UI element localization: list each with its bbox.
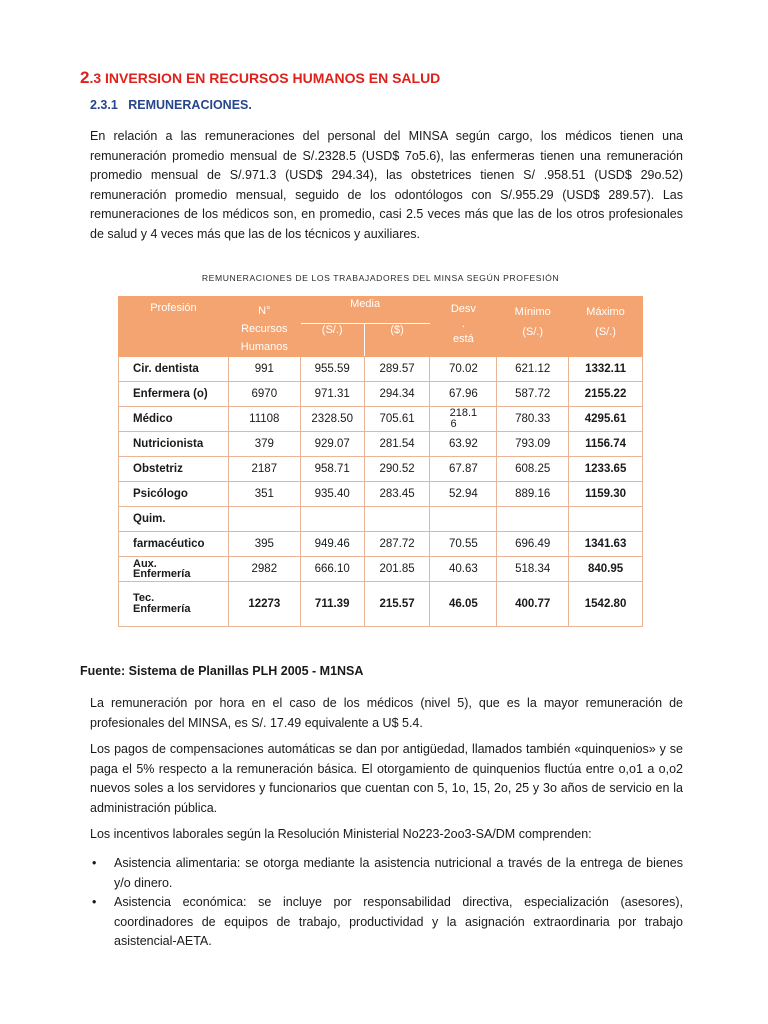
table-row [119, 557, 643, 582]
header-soles: (S/.) [300, 323, 364, 356]
intro-paragraph: En relación a las remuneraciones del personal del MINSA según cargo, los médicos tienen una remuneración promedio mensual de S/.2328.5 (USD$ 7o5.6), las enfermeras tienen una remuneración promedio mensual de S/.971.3 (USD$ 294.34), las obstetrices tienen S/ .958.51 (USD$ 29o.52) remuneración promedio mensual, seguido de los odontólogos con S/.955.29 (USD$ 289.57). Las remuneraciones de los médicos son, en promedio, casi 2.5 veces más que las de los otros profesionales de salud y 4 veces más que las de los técnicos y auxiliares. [90, 129, 683, 241]
cell-soles: 711.39 [300, 582, 364, 627]
table-row [119, 507, 643, 532]
table-source: Fuente: Sistema de Planillas PLH 2005 - M1NSA [80, 664, 364, 678]
header-media-label: Media [350, 298, 381, 310]
cell-desv [430, 407, 497, 432]
cell-max: 840.95 [569, 557, 643, 582]
header-desv-label: Desv [450, 303, 476, 315]
cell-min: 889.16 [497, 482, 569, 507]
list-item [90, 893, 683, 952]
cell-profesion: Nutricionista [119, 432, 229, 457]
cell-min: 400.77 [497, 582, 569, 627]
cell-desv-line2: 6 [450, 418, 457, 430]
cell-n: 351 [228, 482, 300, 507]
cell-n: 395 [228, 532, 300, 557]
cell-max [569, 507, 643, 532]
header-minimo-unit: (S/.) [522, 326, 544, 338]
cell-n: 11108 [228, 407, 300, 432]
cell-desv: 70.55 [430, 532, 497, 557]
cell-min: 696.49 [497, 532, 569, 557]
header-profesion-label: Profesión [150, 302, 197, 314]
salary-table [118, 296, 643, 627]
header-desv-dot: . [461, 318, 465, 330]
cell-dolares: 705.61 [364, 407, 430, 432]
list-item [90, 854, 683, 893]
header-n-label: N° [258, 305, 271, 317]
cell-max: 2155.22 [569, 382, 643, 407]
table-row [119, 457, 643, 482]
cell-dolares [364, 507, 430, 532]
cell-n: 6970 [228, 382, 300, 407]
cell-desv [430, 507, 497, 532]
cell-desv: 46.05 [430, 582, 497, 627]
cell-dolares: 289.57 [364, 357, 430, 382]
bullet-icon: • [92, 856, 97, 870]
cell-profesion [119, 582, 229, 627]
table-row [119, 432, 643, 457]
cell-dolares: 283.45 [364, 482, 430, 507]
header-dolares: ($) [364, 323, 430, 356]
cell-dolares: 281.54 [364, 432, 430, 457]
list-item-text: Asistencia económica: se incluye por responsabilidad directiva, especialización (asesores), coordinadores de equipos de trabajo, productividad y la asignación extraordinaria por trabajo asistencial-AETA. [114, 895, 683, 949]
cell-n [228, 507, 300, 532]
cell-min: 518.34 [497, 557, 569, 582]
header-recursos-label: Recursos [241, 323, 288, 335]
cell-min: 621.12 [497, 357, 569, 382]
cell-dolares: 201.85 [364, 557, 430, 582]
cell-profesion: farmacéutico [119, 532, 229, 557]
cell-max: 1341.63 [569, 532, 643, 557]
cell-max: 1156.74 [569, 432, 643, 457]
cell-soles: 958.71 [300, 457, 364, 482]
paragraph-hourly-pay: La remuneración por hora en el caso de los médicos (nivel 5), que es la mayor remuneración de profesionales del MINSA, es S/. 17.49 equivalente a U$ 5.4. [90, 696, 683, 730]
cell-soles: 666.10 [300, 557, 364, 582]
cell-soles [300, 507, 364, 532]
cell-soles: 971.31 [300, 382, 364, 407]
cell-dolares: 294.34 [364, 382, 430, 407]
header-profesion [119, 297, 229, 357]
cell-n: 12273 [228, 582, 300, 627]
cell-soles: 955.59 [300, 357, 364, 382]
header-maximo-unit: (S/.) [595, 326, 616, 338]
paragraph-incentives: Los incentivos laborales según la Resolución Ministerial No223-2oo3-SA/DM comprenden: [90, 827, 592, 841]
cell-soles: 935.40 [300, 482, 364, 507]
cell-min: 780.33 [497, 407, 569, 432]
paragraph-quinquenios: Los pagos de compensaciones automáticas se dan por antigüedad, llamados también «quinquenios» y se paga el 5% respecto a la remuneración básica. El otorgamiento de quinquenios fluctúa entre o,o1 a o,o2 nuevos soles a los servidores y funcionarios que cuentan con 5, 1o, 15, 2o, 25 y 3o años de servicio en la administración pública. [90, 742, 683, 815]
table-row [119, 382, 643, 407]
section-heading [80, 68, 440, 88]
table-row [119, 407, 643, 432]
cell-dolares: 287.72 [364, 532, 430, 557]
cell-max: 1542.80 [569, 582, 643, 627]
cell-soles: 949.46 [300, 532, 364, 557]
cell-desv: 67.96 [430, 382, 497, 407]
cell-soles: 929.07 [300, 432, 364, 457]
header-maximo-label: Máximo [586, 306, 625, 318]
table-row [119, 482, 643, 507]
cell-profesion-line2: Enfermería [133, 603, 191, 615]
cell-profesion: Enfermera (o) [119, 382, 229, 407]
cell-max: 1233.65 [569, 457, 643, 482]
table-row [119, 357, 643, 382]
header-desv [430, 297, 497, 357]
cell-desv: 70.02 [430, 357, 497, 382]
cell-profesion-line1: Aux. [133, 558, 157, 570]
cell-profesion: Médico [119, 407, 229, 432]
cell-profesion-line2: Enfermería [133, 568, 191, 580]
header-minimo-label: Mínimo [514, 306, 551, 318]
table-row-total [119, 582, 643, 627]
incentives-list [90, 854, 683, 952]
cell-max: 1332.11 [569, 357, 643, 382]
cell-n: 991 [228, 357, 300, 382]
list-item-text: Asistencia alimentaria: se otorga mediante la asistencia nutricional a través de la entrega de bienes y/o dinero. [114, 856, 683, 890]
cell-dolares: 215.57 [364, 582, 430, 627]
cell-profesion: Quim. [119, 507, 229, 532]
cell-min [497, 507, 569, 532]
table-header-row [119, 297, 643, 324]
cell-n: 379 [228, 432, 300, 457]
header-media [300, 297, 430, 324]
cell-profesion: Obstetriz [119, 457, 229, 482]
section-number: 2 [80, 68, 90, 87]
cell-desv: 67.87 [430, 457, 497, 482]
table-row [119, 532, 643, 557]
header-recursos-humanos [228, 297, 300, 357]
cell-dolares: 290.52 [364, 457, 430, 482]
cell-profesion-line1: Tec. [133, 592, 155, 604]
cell-max: 4295.61 [569, 407, 643, 432]
cell-n: 2982 [228, 557, 300, 582]
bullet-icon: • [92, 895, 97, 910]
cell-profesion: Psicólogo [119, 482, 229, 507]
header-maximo [569, 297, 643, 357]
cell-min: 608.25 [497, 457, 569, 482]
cell-max: 1159.30 [569, 482, 643, 507]
section-title: .3 INVERSION EN RECURSOS HUMANOS EN SALUD [89, 70, 441, 86]
cell-desv: 63.92 [430, 432, 497, 457]
cell-desv: 52.94 [430, 482, 497, 507]
header-esta-label: está [452, 333, 474, 345]
header-minimo [497, 297, 569, 357]
cell-profesion: Cir. dentista [119, 357, 229, 382]
subsection-heading: 2.3.1 REMUNERACIONES. [90, 98, 252, 112]
cell-profesion [119, 557, 229, 582]
header-humanos-label: Humanos [240, 341, 288, 353]
cell-desv: 40.63 [430, 557, 497, 582]
cell-min: 793.09 [497, 432, 569, 457]
cell-soles: 2328.50 [300, 407, 364, 432]
table-caption: REMUNERACIONES DE LOS TRABAJADORES DEL MINSA SEGÚN PROFESIÓN [201, 273, 560, 283]
cell-desv-line1: 218.1 [449, 407, 478, 419]
cell-min: 587.72 [497, 382, 569, 407]
cell-n: 2187 [228, 457, 300, 482]
